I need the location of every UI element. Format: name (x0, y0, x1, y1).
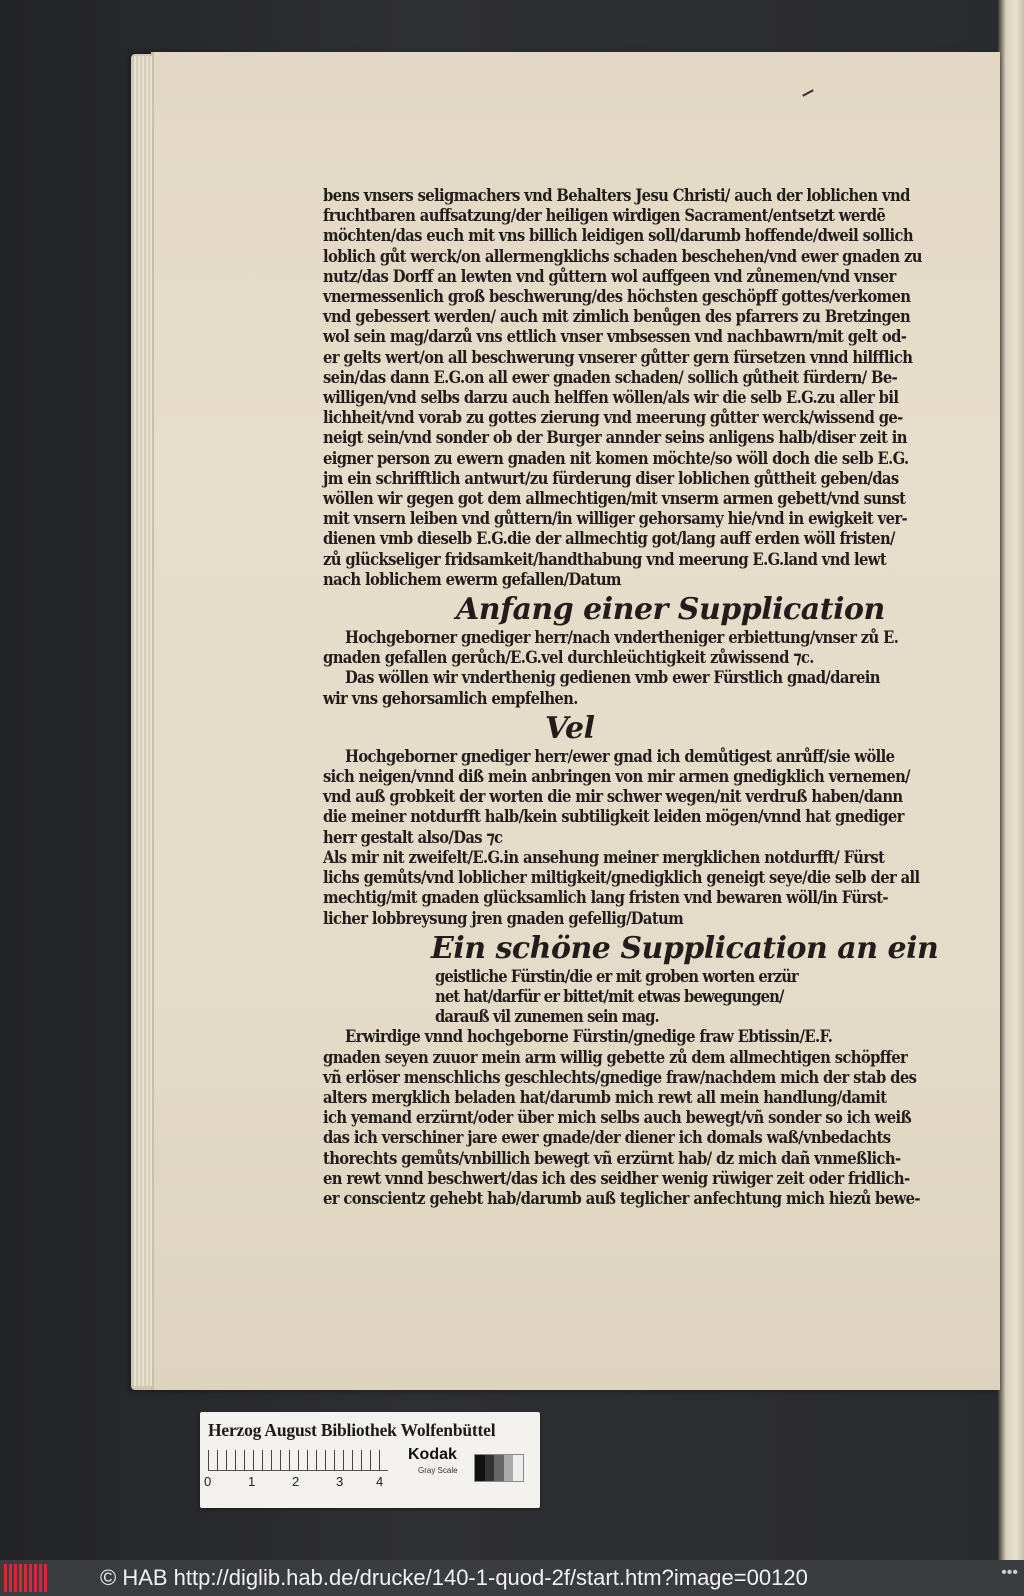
text-line: gnaden seyen zuuor mein arm willig gebette zů dem allmechtigen schöpffer (323, 1047, 908, 1067)
text-line: licher lobbreysung jren gnaden gefellig/Datum (323, 908, 684, 928)
text-line: jm ein schrifftlich antwurt/zu fürderung diser loblichen gůttheit geben/das (323, 468, 899, 488)
heading-ein-schoene-supplication: Ein schöne Supplication an ein (431, 930, 939, 966)
text-line: vnermessenlich groß beschwerung/des höchsten geschöpff gottes/verkomen (323, 287, 911, 307)
text-line: net hat/darfür er bittet/mit etwas bewegungen/ (435, 986, 784, 1006)
book-page (151, 52, 1000, 1390)
paragraph-block-4 (323, 1027, 963, 1209)
text-line: lichheit/vnd vorab zu gottes zierung vnd meerung gůtter werck/wissend ge- (323, 408, 903, 428)
text-line: alters mergklich beladen hat/darumb mich rewt all mein handlung/damit (323, 1087, 887, 1107)
more-icon[interactable]: ••• (1001, 1564, 1018, 1581)
measurement-ruler (208, 1450, 388, 1471)
ruler-number: 1 (248, 1474, 256, 1489)
adjacent-page-edge (998, 0, 1024, 1560)
library-reference-card (200, 1412, 540, 1508)
text-line: fruchtbaren auffsatzung/der heiligen wirdigen Sacrament/entsetzt werdē (323, 206, 886, 226)
ruler-number: 0 (204, 1474, 212, 1489)
text-line: wir vns gehorsamlich empfelhen. (323, 688, 578, 708)
ruler-number: 3 (336, 1474, 344, 1489)
text-line: vñ erlöser menschlichs geschlechts/gnedige fraw/nachdem mich der stab des (323, 1067, 917, 1087)
page-text (323, 186, 963, 1209)
ruler-number: 4 (376, 1474, 384, 1489)
text-line: zů glückseliger fridsamkeit/handthabung vnd meerung E.G.land vnd lewt (323, 549, 887, 569)
text-line: Hochgeborner gnediger herr/nach vndertheniger erbiettung/vnser zů E. (345, 628, 899, 648)
text-line: lichs gemůts/vnd loblicher miltigkeit/gnedigklich geneigt seye/die selb der all (323, 868, 920, 888)
text-line: en rewt vnnd beschwert/das ich des seidher wenig rüwiger zeit oder fridlich- (323, 1168, 910, 1188)
text-line: mechtig/mit gnaden glücksamlich lang fristen vnd bewaren wöll/in Fürst- (323, 888, 888, 908)
text-line: Hochgeborner gnediger herr/ewer gnad ich demůtigest anrůff/sie wölle (345, 746, 895, 766)
gray-scale-label: Gray Scale (418, 1466, 458, 1475)
text-line: sich neigen/vnnd diß mein anbringen von mir armen gnedigklich vernemen/ (323, 767, 910, 787)
barcode-icon (4, 1564, 48, 1592)
paragraph-block-2 (323, 628, 963, 709)
text-line: darauß vil zunemen sein mag. (435, 1007, 659, 1027)
text-line: geistliche Fürstin/die er mit groben worten erzür (435, 966, 798, 986)
ink-mark (802, 89, 814, 96)
text-line: mit vnsern leiben vnd gůttern/in williger gehorsamy hie/vnd in ewigkeit ver- (323, 509, 907, 529)
text-line: möchten/das euch mit vns billich leidigen soll/darumb hoffende/dweil sollich (323, 226, 913, 246)
kodak-logo-text: Kodak (408, 1446, 457, 1463)
text-line: die meiner notdurfft halb/kein subtiligkeit leiden mögen/vnnd hat gnediger (323, 807, 904, 827)
text-line: bens vnsers seligmachers vnd Behalters Jesu Christi/ auch der loblichen vnd (323, 186, 910, 205)
text-line: Das wöllen wir vnderthenig gedienen vmb ewer Fürstlich gnad/darein (345, 668, 880, 688)
ruler-number: 2 (292, 1474, 300, 1489)
paragraph-block-3 (323, 747, 963, 929)
text-line: wöllen wir gegen got dem allmechtigen/mit vnserm armen gebett/vnd sunst (323, 489, 906, 509)
text-line: vnd gebessert werden/ auch mit zimlich benůgen des pfarrers zu Bretzingen (323, 307, 911, 327)
library-name: Herzog August Bibliothek Wolfenbüttel (208, 1420, 496, 1440)
copyright-url[interactable]: © HAB http://diglib.hab.de/drucke/140-1-quod-2f/start.htm?image=00120 (100, 1565, 808, 1590)
text-line: willigen/vnd selbs darzu auch helffen wöllen/als wir die selb E.G.zu aller bil (323, 388, 899, 408)
heading-anfang-einer-supplication: Anfang einer Supplication (456, 592, 885, 628)
heading-subtitle (323, 967, 963, 1028)
text-line: wol sein mag/darzů vns ettlich vnser vmbsessen vnd nachbawrn/mit gelt od- (323, 327, 907, 347)
text-line: ich yemand erzürnt/oder über mich selbs auch bewegt/vñ sonder so ich weiß (323, 1108, 912, 1128)
text-line: dienen vmb dieselb E.G.die der allmechtig got/lang auff erden wöll fristen/ (323, 529, 895, 549)
text-line: Erwirdige vnnd hochgeborne Fürstin/gnedige fraw Ebtissin/E.F. (345, 1027, 833, 1047)
text-line: loblich gůt werck/on allermengklichs schaden beschehen/vnd ewer gnaden zu (323, 246, 922, 266)
text-line: herr gestalt also/Das ⁊c (323, 827, 503, 847)
text-line: neigt sein/vnd sonder ob der Burger annder seins anligens halb/diser zeit in (323, 428, 907, 448)
text-line: nach loblichem ewerm gefallen/Datum (323, 569, 621, 589)
text-line: er gelts wert/on all beschwerung vnserer gůtter gern fürsetzen vnnd hilfflich (323, 347, 913, 367)
text-line: gnaden gefallen gerůch/E.G.vel durchleüchtigkeit zůwissend ⁊c. (323, 648, 814, 668)
text-line: Als mir nit zweifelt/E.G.in ansehung meiner mergklichen notdurfft/ Fürst (323, 847, 885, 867)
text-line: thorechts gemůts/vnbillich bewegt vñ erzürnt hab/ dz mich dañ vnmeßlich- (323, 1148, 901, 1168)
text-line: eigner person zu ewern gnaden nit komen möchte/so wöll doch die selb E.G. (323, 448, 909, 468)
text-line: er conscientz gehebt hab/darumb auß teglicher anfechtung mich hiezů bewe- (323, 1188, 920, 1208)
text-line: das ich verschiner jare ewer gnade/der diener ich domals waß/vnbedachts (323, 1128, 891, 1148)
text-line: vnd auß grobkeit der worten die mir schwer wegen/nit verdruß haben/dann (323, 787, 903, 807)
text-line: sein/das dann E.G.on all ewer gnaden schaden/ sollich gůtheit fürdern/ Be- (323, 367, 898, 387)
paragraph-block-1 (323, 186, 963, 590)
text-line: nutz/das Dorff an lewten vnd gůttern wol auffgeen vnd zůnemen/vnd vnser (323, 266, 896, 286)
footer-bar (0, 1560, 1024, 1596)
heading-vel: Vel (545, 710, 595, 746)
gray-scale-patches (474, 1454, 524, 1482)
